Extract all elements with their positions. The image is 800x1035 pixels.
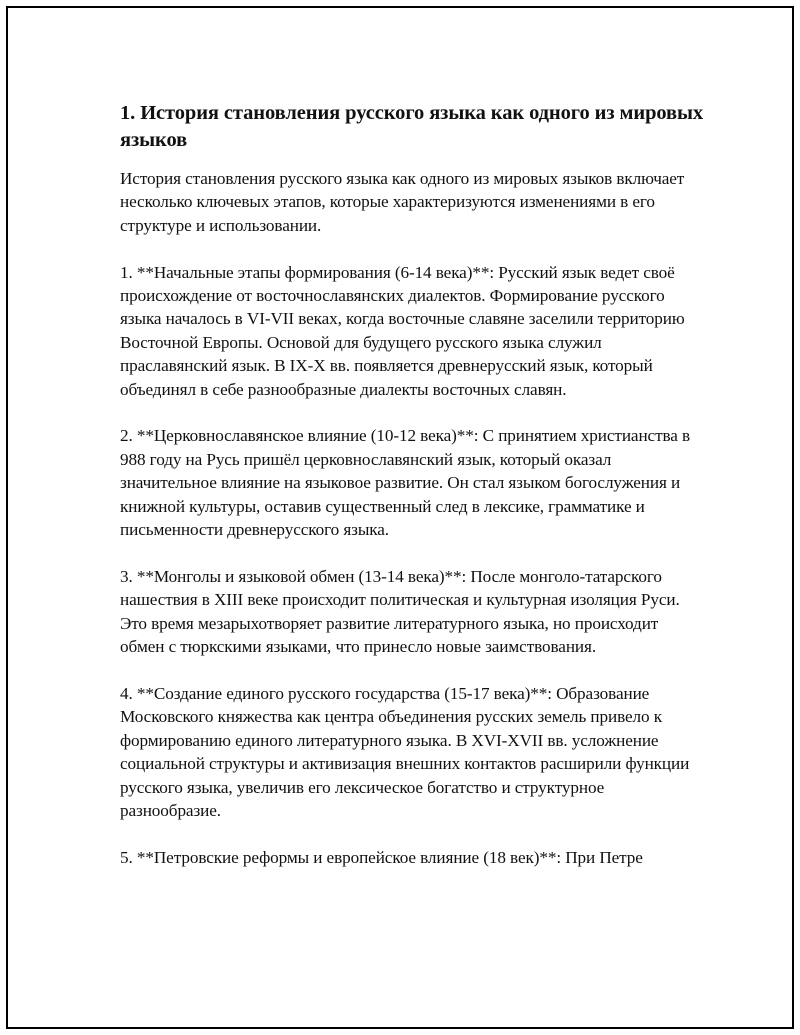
stage-1-paragraph: 1. **Начальные этапы формирования (6-14 века)**: Русский язык ведет своё происхождение от восточнославянских диалектов. Формирование русского языка началось в VI-VII веках, когда восточные славяне заселили территорию Восточной Европы. Основой для будущего русского языка служил праславянский язык. В IX-X вв. появляется древнерусский язык, который объединял в себе разнообразные диалекты восточных славян. bbox=[120, 262, 685, 399]
stage-3-paragraph: 3. **Монголы и языковой обмен (13-14 века)**: После монголо-татарского нашествия в XIII веке происходит политическая и культурная изоляция Руси. Это время мезарыхотворяет развитие литературного языка, но происходит обмен с тюркскими языками, что принесло новые заимствования. bbox=[120, 566, 680, 657]
intro-paragraph: История становления русского языка как одного из мировых языков включает несколько ключевых этапов, которые характеризуются изменениями в его структуре и использовании. bbox=[120, 169, 685, 235]
stage-5-paragraph: 5. **Петровские реформы и европейское влияние (18 век)**: При Петре bbox=[120, 847, 643, 867]
section-heading: 1. История становления русского языка как одного из мировых языков bbox=[120, 102, 704, 151]
document-body bbox=[120, 100, 705, 893]
stage-4-paragraph: 4. **Создание единого русского государства (15-17 века)**: Образование Московского княжества как центра объединения русских земель привело к формированию единого литературного языка. В XVI-XVII вв. усложнение социальной структуры и активизация внешних контактов расширили функции русского языка, увеличив его лексическое богатство и структурное разнообразие. bbox=[120, 683, 690, 820]
stage-2-paragraph: 2. **Церковнославянское влияние (10-12 века)**: С принятием христианства в 988 году на Русь пришёл церковнославянский язык, который оказал значительное влияние на языковое развитие. Он стал языком богослужения и книжной культуры, оставив существенный след в лексике, грамматике и письменности древнерусского языка. bbox=[120, 426, 691, 540]
document-page bbox=[6, 6, 794, 1029]
